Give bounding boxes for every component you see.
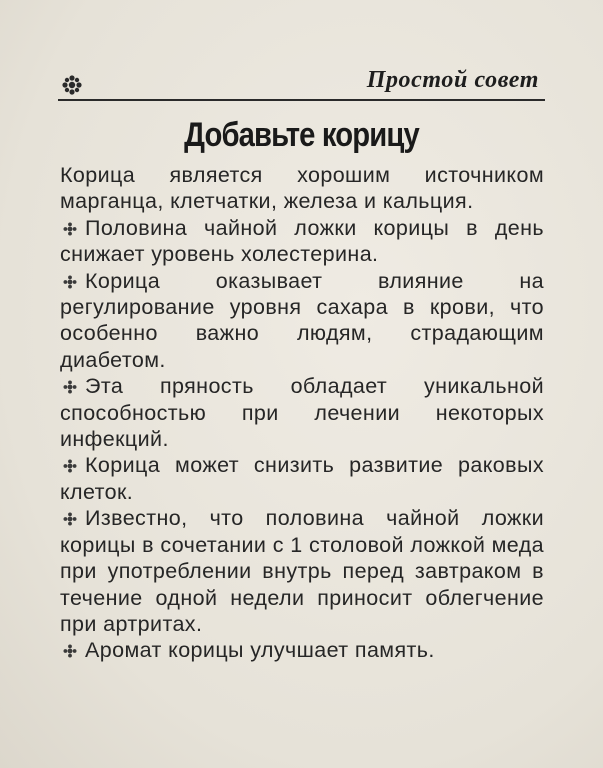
article-point-text: Половина чайной ложки корицы в день снижает уровень холестерина.: [60, 215, 544, 267]
article-point-text: Корица оказывает влияние на регулирование уровня сахара в крови, что особенно важно людям, страдающим диабетом.: [60, 268, 544, 372]
flower-bullet-icon: [63, 644, 77, 658]
section-title: Простой совет: [366, 67, 539, 93]
article-headline: Добавьте корицу: [184, 116, 419, 154]
article-point: [60, 268, 544, 374]
article-point: [60, 215, 544, 268]
article-point-text: Аромат корицы улучшает память.: [85, 638, 435, 663]
article-point-text: Корица может снизить развитие раковых клеток.: [60, 453, 544, 504]
section-header: [58, 66, 545, 100]
flower-bullet-icon: [63, 380, 77, 394]
article-point: [60, 637, 544, 663]
article-point-text: Эта пряность обладает уникальной способностью при лечении некоторых инфекций.: [60, 374, 544, 452]
header-divider: [58, 99, 545, 101]
article-point: [60, 452, 544, 505]
flower-bullet-icon: [63, 512, 77, 526]
article-point: [60, 373, 544, 452]
flower-bullet-icon: [63, 275, 77, 289]
article-body: [60, 162, 544, 664]
article-intro: Корица является хорошим источником марганца, клетчатки, железа и кальция.: [60, 163, 544, 214]
flower-bullet-icon: [63, 222, 77, 236]
article-point-text: Известно, что половина чайной ложки корицы в сочетании с 1 столовой ложкой меда при употреблении внутрь перед завтраком в течение одной недели приносит облегчение при артритах.: [60, 506, 544, 636]
flower-bullet-icon: [63, 459, 77, 473]
article-point: [60, 505, 544, 637]
flower-ornament-icon: [61, 74, 83, 96]
